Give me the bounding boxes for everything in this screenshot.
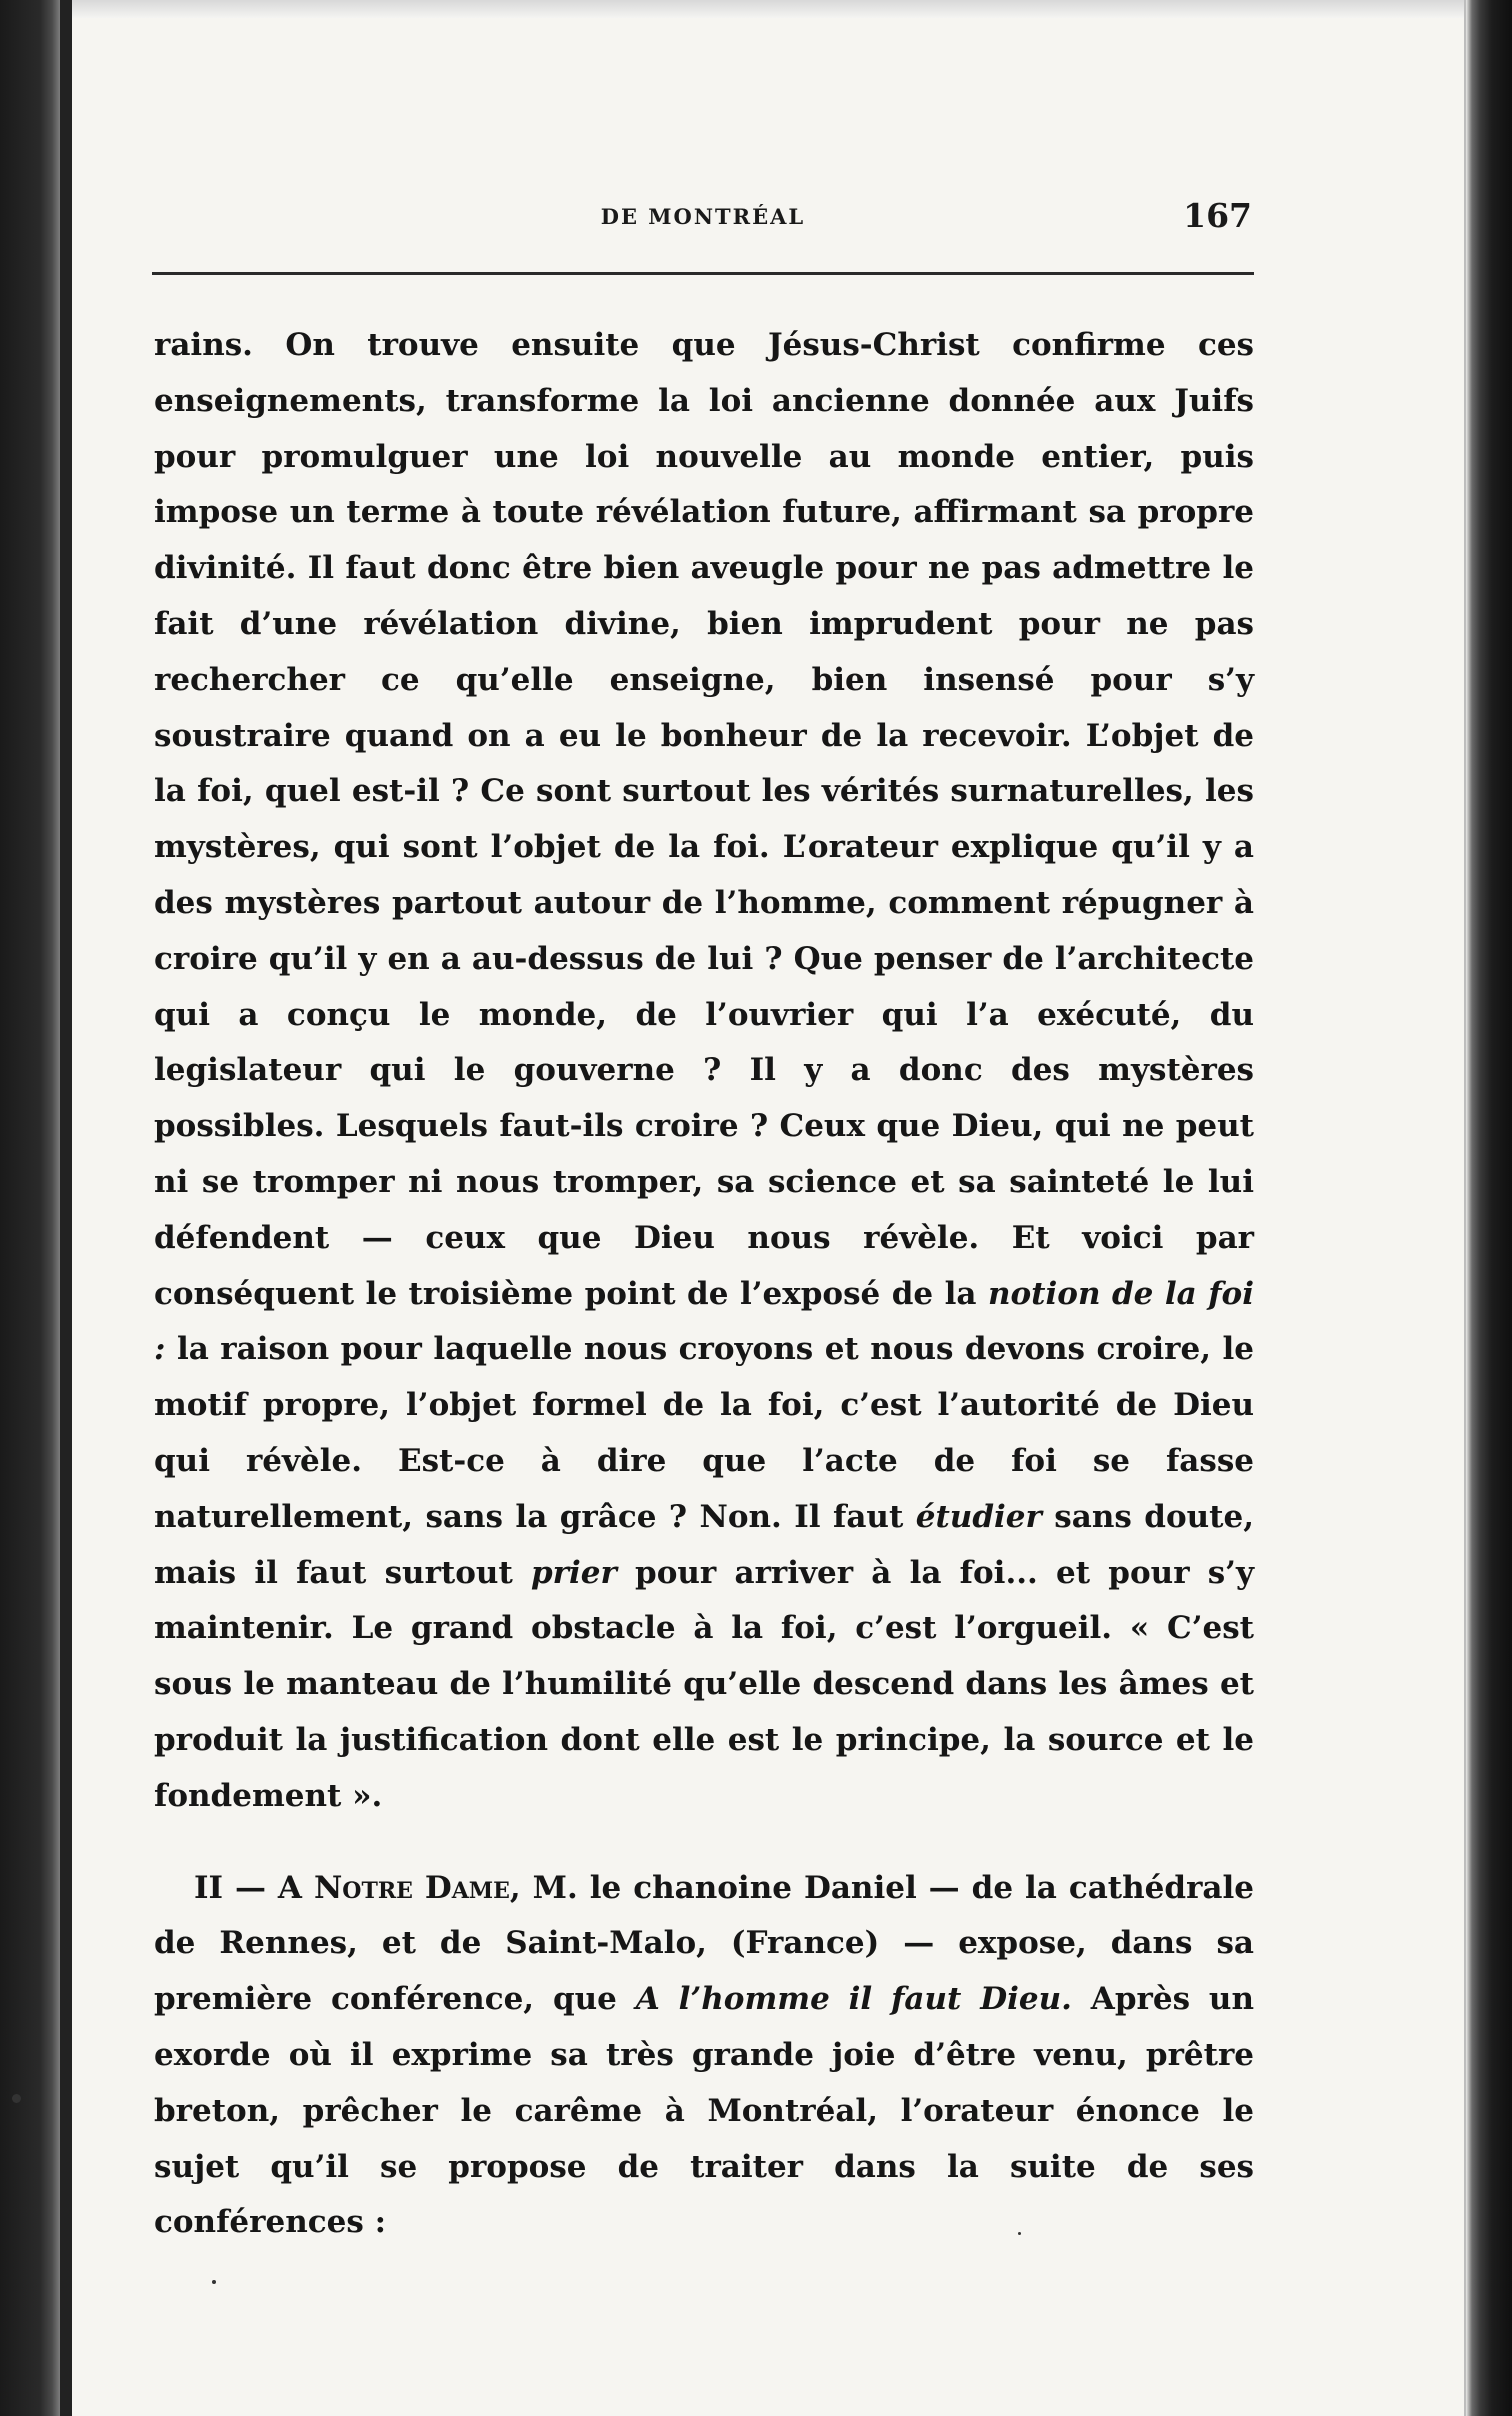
paragraph-1-italic-2: étudier [915,1498,1042,1535]
paragraph-2-text-3: Après un exorde où il exprime sa très grande joie d’être venu, prêtre breton, prêcher le carême à Montréal, l’orateur énonce le sujet qu’il se propose de traiter dans la suite de ses conférences : [154,1981,1254,2241]
left-page-edge [60,0,72,2416]
page-number: 167 [1183,196,1252,235]
paragraph-1-text-4: pour arriver à la foi... et pour s’y maintenir. Le grand obstacle à la foi, c’est l’orgueil. « C’est sous le manteau de l’humilité qu’elle descend dans les âmes et produit la justification dont elle est le principe, la source et le fondement ». [154,1554,1254,1814]
paragraph-2-smallcaps-1: Notre Dame [313,1869,510,1906]
paragraph-1-text-3: sans doute, mais il faut surtout [154,1498,1255,1591]
header-rule [152,272,1254,275]
paragraph-1-text-1: rains. On trouve ensuite que Jésus-Christ confirme ces enseignements, transforme la loi ancienne donnée aux Juifs pour promulguer une loi nouvelle au monde entier, puis impose un terme à toute révélation future, affirmant sa propre divinité. Il faut donc être bien aveugle pour ne pas admettre le fait d’une révélation divine, bien imprudent pour ne pas rechercher ce qu’elle enseigne, bien insensé pour s’y soustraire quand on a eu le bonheur de la recevoir. L’objet de la foi, quel est-il ? Ce sont surtout les vérités surnaturelles, les mystères, qui sont l’objet de la foi. L’orateur explique qu’il y a des mystères partout autour de l’homme, comment répugner à croire qu’il y en a au-dessus de lui ? Que penser de l’architecte qui a conçu le monde, de l’ouvrier qui l’a exécuté, du legislateur qui le gouverne ? Il y a donc des mystères possibles. Lesquels faut-ils croire ? Ceux que Dieu, qui ne peut ni se tromper ni nous tromper, sa science et sa sainteté le lui défendent — ceux que Dieu nous révèle. Et voici par conséquent le troisième point de l’exposé de la [154,327,1254,1312]
paragraph-2-italic-1: A l’homme il faut Dieu. [635,1981,1072,2018]
print-speck [1018,2232,1021,2235]
paragraph-1 [154,318,1254,1825]
paragraph-2 [154,1861,1254,2252]
running-head: DE MONTRÉAL [600,204,806,229]
page-header [154,196,1252,256]
right-book-shadow [1466,0,1512,2416]
paragraph-1-text-2: la raison pour laquelle nous croyons et nous devons croire, le motif propre, l’objet formel de la foi, c’est l’autorité de Dieu qui révèle. Est-ce à dire que l’acte de foi se fasse naturellement, sans la grâce ? Non. Il faut [154,1331,1254,1535]
body-text [154,318,1254,2251]
top-shadow [0,0,1512,18]
print-speck [12,2094,21,2103]
paragraph-2-text-2: , M. le chanoine Daniel — de la cathédrale de Rennes, et de Saint-Malo, (France) — expose, dans sa première conférence, que [154,1869,1254,2018]
paragraph-2-text-1: II — A [194,1869,314,1906]
print-speck [212,2280,216,2284]
paragraph-1-italic-3: prier [530,1554,617,1591]
paragraph-1-italic-1: notion de la foi : [154,1275,1254,1368]
